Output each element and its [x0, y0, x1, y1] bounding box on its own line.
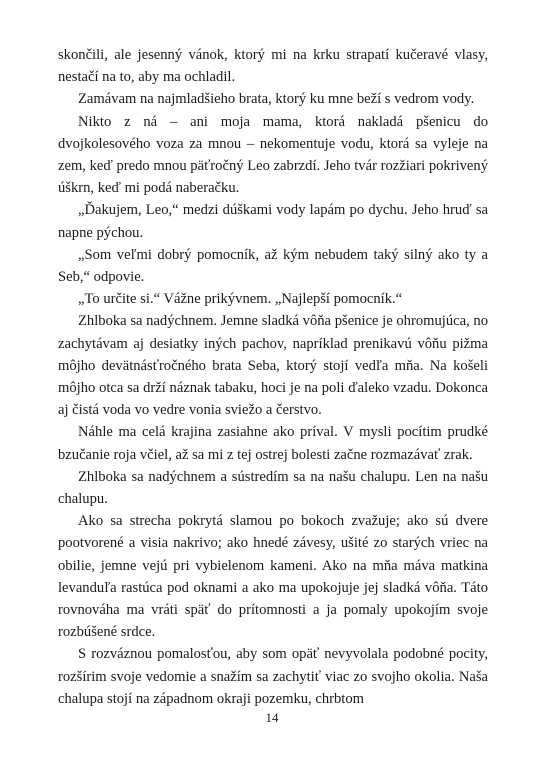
- paragraph: Zhlboka sa nadýchnem a sústredím sa na našu chalupu. Len na našu chalupu.: [58, 468, 488, 508]
- paragraph: Ako sa strecha pokrytá slamou po bokoch zvažuje; ako sú dvere pootvorené a visia nakrivo; ako hnedé závesy, ušité zo starých vriec na obilie, jemne vejú pri vybielenom kameni. Ako na mňa máva matkina levanduľa rastúca pod oknami a ako ma upokojuje jej sladká vôňa. Táto rovnováha ma vráti späť do prítomnosti a ja pomaly upokojím svoje rozbúšené srdce.: [58, 513, 488, 641]
- body-text: [58, 44, 488, 710]
- paragraph: skončili, ale jesenný vánok, ktorý mi na krku strapatí kučeravé vlasy, nestačí na to, aby ma ochladil.: [58, 47, 488, 86]
- paragraph: Nikto z ná – ani moja mama, ktorá nakladá pšenicu do dvojkolesového voza za mnou – nekomentuje vodu, ktorá sa vyleje na zem, keď predo mnou päťročný Leo zabrzdí. Jeho tvár rozžiari pokrivený úškrn, keď mi podá naberačku.: [58, 113, 488, 197]
- paragraph: Zhlboka sa nadýchnem. Jemne sladká vôňa pšenice je ohromujúca, no zachytávam aj desiatky iných pachov, napríklad prenikavú vôňu pižma môjho devätnásťročného brata Seba, ktorý stojí vedľa mňa. Na košeli môjho otca sa drží náznak tabaku, hoci je na poli ďaleko vzadu. Dokonca aj čistá voda vo vedre vonia sviežo a čerstvo.: [58, 313, 488, 419]
- paragraph: „Ďakujem, Leo,“ medzi dúškami vody lapám po dychu. Jeho hruď sa napne pýchou.: [58, 202, 488, 241]
- page-number: 14: [265, 710, 279, 725]
- paragraph: S rozváznou pomalosťou, aby som opäť nevyvolala podobné pocity, rozšírim svoje vedomie a snažím sa zachytiť viac zo svojho okolia. Naša chalupa stojí na západnom okraji pozemku, chrbtom: [58, 646, 488, 707]
- paragraph: „To určite si.“ Vážne prikývnem. „Najlepší pomocník.“: [78, 291, 403, 308]
- paragraph: Zamávam na najmladšieho brata, ktorý ku mne beží s vedrom vody.: [78, 91, 475, 108]
- paragraph: „Som veľmi dobrý pomocník, až kým nebudem taký silný ako ty a Seb,“ odpovie.: [58, 246, 488, 286]
- paragraph: Náhle ma celá krajina zasiahne ako príval. V mysli pocítim prudké bzučanie roja včiel, až sa mi z tej ostrej bolesti začne rozmazávať zrak.: [58, 424, 488, 463]
